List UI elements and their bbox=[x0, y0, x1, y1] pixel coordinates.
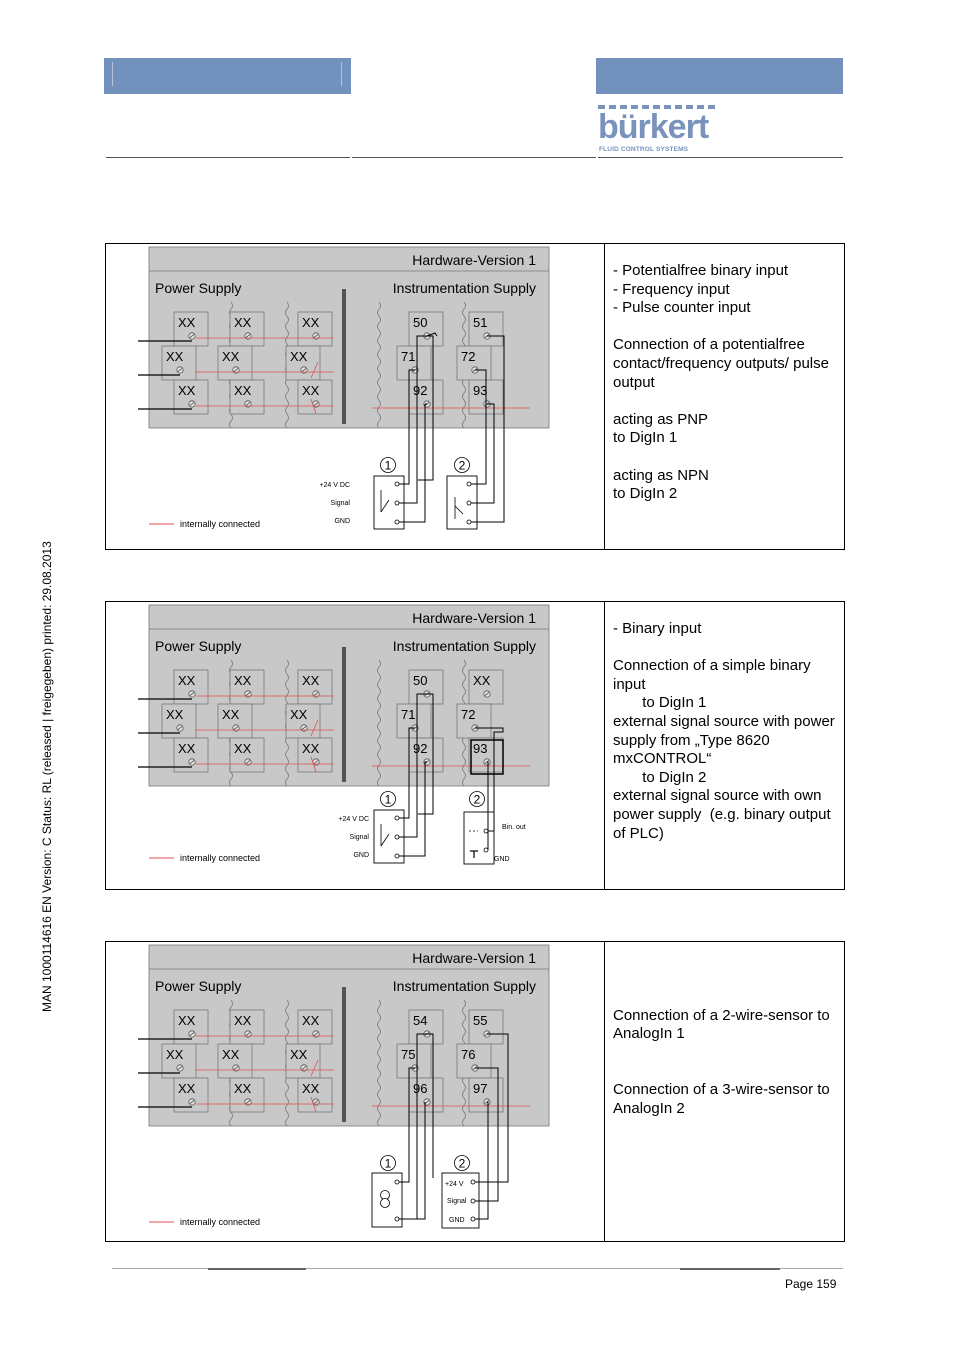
label-gnd: GND bbox=[334, 518, 350, 525]
label-signal: Signal bbox=[349, 834, 369, 841]
terminal-label: XX bbox=[222, 349, 240, 364]
terminal-label: XX bbox=[234, 383, 252, 398]
header-rule bbox=[106, 157, 350, 158]
description-line: - Frequency input bbox=[613, 280, 730, 298]
wire-terminal-dot bbox=[395, 520, 399, 524]
label-24v: +24 V DC bbox=[338, 816, 369, 823]
wire-terminal-dot bbox=[395, 835, 399, 839]
wiring-diagram-1 bbox=[106, 244, 604, 549]
wire-terminal-dot bbox=[395, 854, 399, 858]
terminal-label: 50 bbox=[413, 673, 428, 688]
terminal-label: 96 bbox=[413, 1081, 428, 1096]
terminal-label: XX bbox=[178, 1081, 196, 1096]
terminal-label: 92 bbox=[413, 741, 428, 756]
description-line: external signal source with own power supply (e.g. binary output of PLC) bbox=[613, 787, 835, 842]
current-source-symbol bbox=[381, 1199, 390, 1208]
terminal-label: XX bbox=[302, 315, 320, 330]
wire-terminal-dot bbox=[395, 1217, 399, 1221]
header-bar-left bbox=[104, 58, 351, 94]
terminal-label: 76 bbox=[461, 1047, 476, 1062]
description-line: to DigIn 2 bbox=[613, 768, 707, 786]
terminal-label: XX bbox=[178, 315, 196, 330]
terminal-label: XX bbox=[166, 1047, 184, 1062]
power-supply-label: Power Supply bbox=[155, 638, 242, 654]
label-gnd: GND bbox=[449, 1217, 465, 1224]
description-line: acting as NPN bbox=[613, 466, 709, 484]
description-line bbox=[613, 448, 841, 467]
panel-separator bbox=[342, 987, 346, 1122]
marker-number: 2 bbox=[473, 792, 481, 807]
wiring-description-3 bbox=[613, 988, 841, 1118]
terminal-label: XX bbox=[234, 1081, 252, 1096]
plc-box bbox=[464, 812, 494, 864]
wiring-description-2 bbox=[613, 620, 841, 843]
header-rule bbox=[352, 157, 596, 158]
terminal-label: XX bbox=[302, 383, 320, 398]
description-line: Connection of a potentialfree contact/frequency outputs/ pulse output bbox=[613, 336, 834, 391]
brand-logo bbox=[598, 105, 718, 157]
box-divider bbox=[604, 602, 605, 889]
wire-terminal-dot bbox=[484, 829, 488, 833]
panel-separator bbox=[342, 647, 346, 782]
wiring-box-3 bbox=[105, 941, 845, 1242]
description-line: - Pulse counter input bbox=[613, 299, 751, 317]
terminal-label: XX bbox=[234, 1013, 252, 1028]
terminal-label: XX bbox=[222, 1047, 240, 1062]
wire-terminal-dot bbox=[467, 520, 471, 524]
instrumentation-supply-label: Instrumentation Supply bbox=[392, 280, 536, 296]
brand-name: bürkert bbox=[598, 108, 709, 146]
terminal-label: 50 bbox=[413, 315, 428, 330]
description-line bbox=[613, 392, 841, 411]
label-bin-out: Bin. out bbox=[502, 824, 526, 831]
description-line bbox=[613, 988, 841, 1007]
terminal-label: 54 bbox=[413, 1013, 428, 1028]
wiring-diagram-2 bbox=[106, 602, 604, 889]
terminal-label: 75 bbox=[401, 1047, 416, 1062]
terminal-label: 71 bbox=[401, 349, 416, 364]
label-24v: +24 V DC bbox=[319, 482, 350, 489]
wiring-diagram-3 bbox=[106, 942, 604, 1241]
document-status-text: MAN 1000114616 EN Version: C Status: RL (released | freigegeben) printed: 29.08.2013 bbox=[40, 541, 54, 1012]
page-number: Page 159 bbox=[785, 1277, 837, 1291]
marker-number: 2 bbox=[458, 458, 466, 473]
terminal-label: XX bbox=[178, 383, 196, 398]
hardware-version: Hardware-Version 1 bbox=[412, 950, 536, 966]
terminal-label: 72 bbox=[461, 349, 476, 364]
terminal-label: XX bbox=[222, 707, 240, 722]
box-divider bbox=[604, 244, 605, 549]
description-line: acting as PNP bbox=[613, 410, 709, 428]
description-line: Connection of a 3-wire-sensor to AnalogIn 2 bbox=[613, 1080, 834, 1117]
wire-terminal-dot bbox=[471, 1199, 475, 1203]
terminal-label: 97 bbox=[473, 1081, 488, 1096]
legend-label: internally connected bbox=[180, 853, 261, 863]
hardware-version: Hardware-Version 1 bbox=[412, 252, 536, 268]
description-line: to DigIn 2 bbox=[613, 485, 678, 503]
terminal-label: XX bbox=[166, 349, 184, 364]
label-signal: Signal bbox=[447, 1198, 467, 1205]
description-line: to DigIn 1 bbox=[613, 429, 678, 447]
description-line bbox=[613, 1062, 841, 1081]
description-line bbox=[613, 1044, 841, 1063]
terminal-label: 93 bbox=[473, 383, 488, 398]
label-signal: Signal bbox=[330, 500, 350, 507]
terminal-label: 72 bbox=[461, 707, 476, 722]
instrumentation-supply-label: Instrumentation Supply bbox=[392, 978, 536, 994]
legend-label: internally connected bbox=[180, 519, 261, 529]
terminal-label: XX bbox=[234, 315, 252, 330]
terminal-label: XX bbox=[302, 1081, 320, 1096]
wire-terminal-dot bbox=[395, 1180, 399, 1184]
description-line: - Binary input bbox=[613, 620, 702, 637]
hardware-version: Hardware-Version 1 bbox=[412, 610, 536, 626]
wire-terminal-dot bbox=[467, 501, 471, 505]
description-line: external signal source with power supply from „Type 8620 mxCONTROL“ bbox=[613, 712, 839, 768]
wire-terminal-dot bbox=[467, 482, 471, 486]
marker-number: 1 bbox=[384, 458, 392, 473]
terminal-label: XX bbox=[290, 349, 308, 364]
terminal-label: XX bbox=[178, 741, 196, 756]
description-line: Connection of a 2-wire-sensor to AnalogIn 1 bbox=[613, 1006, 834, 1043]
terminal-label: 51 bbox=[473, 315, 488, 330]
terminal-label: 55 bbox=[473, 1013, 488, 1028]
panel-separator bbox=[342, 289, 346, 424]
terminal-label: XX bbox=[302, 1013, 320, 1028]
terminal-label: XX bbox=[234, 741, 252, 756]
wiring-box-1 bbox=[105, 243, 845, 550]
terminal-label: XX bbox=[290, 707, 308, 722]
terminal-label: XX bbox=[234, 673, 252, 688]
terminal-label: XX bbox=[166, 707, 184, 722]
terminal-label: XX bbox=[290, 1047, 308, 1062]
terminal-label: XX bbox=[178, 673, 196, 688]
legend-label: internally connected bbox=[180, 1217, 261, 1227]
instrumentation-supply-label: Instrumentation Supply bbox=[392, 638, 536, 654]
description-line bbox=[613, 318, 841, 337]
header-rule bbox=[598, 157, 843, 158]
footer-rule bbox=[112, 1268, 843, 1269]
wire-terminal-dot bbox=[471, 1180, 475, 1184]
terminal-label: 92 bbox=[413, 383, 428, 398]
description-line: Connection of a simple binary input bbox=[613, 657, 815, 693]
wire-terminal-dot bbox=[484, 848, 488, 852]
wire-terminal-dot bbox=[471, 1217, 475, 1221]
label-gnd-plc: GND bbox=[494, 856, 510, 863]
terminal-label: XX bbox=[302, 673, 320, 688]
wiring-description-1 bbox=[613, 262, 841, 504]
brand-tagline: FLUID CONTROL SYSTEMS bbox=[599, 146, 689, 153]
wire-terminal-dot bbox=[395, 482, 399, 486]
header-bar-right bbox=[596, 58, 843, 94]
description-line bbox=[613, 639, 841, 658]
wire-terminal-dot bbox=[395, 501, 399, 505]
terminal-label: 93 bbox=[473, 741, 488, 756]
terminal-label: XX bbox=[473, 673, 491, 688]
terminal-label: XX bbox=[178, 1013, 196, 1028]
description-line: to DigIn 1 bbox=[613, 694, 707, 712]
marker-number: 1 bbox=[384, 1156, 392, 1171]
power-supply-label: Power Supply bbox=[155, 280, 242, 296]
terminal-label: XX bbox=[302, 741, 320, 756]
wiring-box-2 bbox=[105, 601, 845, 890]
wire-terminal-dot bbox=[395, 816, 399, 820]
header-bar-inset bbox=[112, 62, 342, 86]
terminal-label: 71 bbox=[401, 707, 416, 722]
description-line: - Potentialfree binary input bbox=[613, 262, 789, 279]
power-supply-label: Power Supply bbox=[155, 978, 242, 994]
box-divider bbox=[604, 942, 605, 1241]
label-24v: +24 V bbox=[445, 1181, 464, 1188]
label-gnd: GND bbox=[353, 852, 369, 859]
marker-number: 1 bbox=[384, 792, 392, 807]
marker-number: 2 bbox=[458, 1156, 466, 1171]
